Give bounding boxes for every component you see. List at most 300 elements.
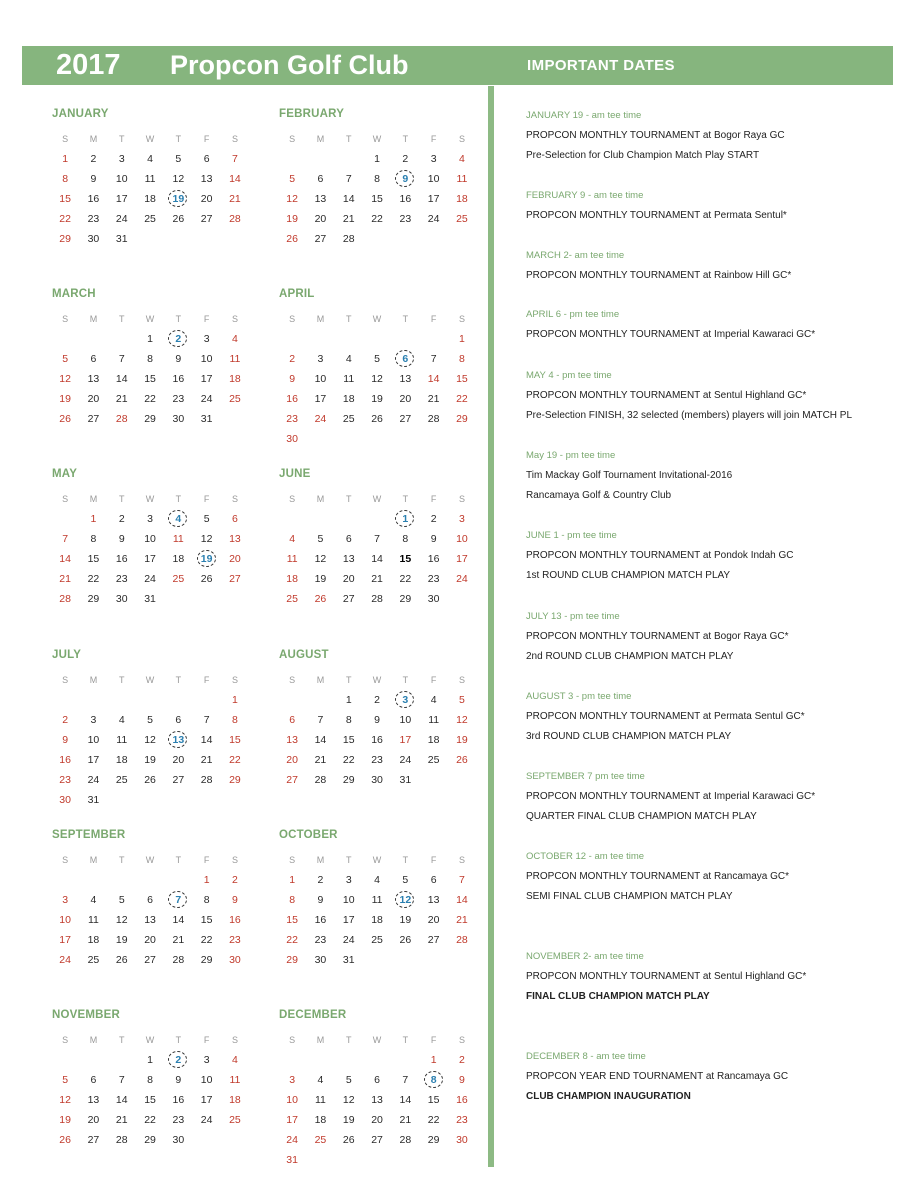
weekday-label: T — [402, 675, 409, 685]
holiday-day-cell: 31 — [286, 1154, 298, 1166]
day-cell: 20 — [371, 1114, 383, 1126]
event-day-cell: 4 — [164, 509, 192, 529]
important-date-entry — [526, 305, 906, 345]
day-cell: 18 — [427, 734, 440, 746]
important-date-entry — [526, 186, 906, 226]
day-cell: 13 — [314, 193, 327, 205]
day-cell: 15 — [200, 914, 213, 926]
weekday-label: T — [345, 675, 352, 685]
day-cell: 20 — [172, 754, 185, 766]
day-cell: 27 — [87, 413, 100, 425]
holiday-day-cell: 18 — [229, 373, 241, 385]
weekday-label: T — [345, 1035, 352, 1045]
holiday-day-cell: 11 — [172, 533, 184, 545]
holiday-day-cell: 15 — [59, 193, 71, 205]
important-date-detail: 2nd ROUND CLUB CHAMPION MATCH PLAY — [526, 651, 734, 662]
holiday-day-cell: 26 — [59, 413, 71, 425]
holiday-day-cell: 10 — [59, 914, 71, 926]
day-cell: 29 — [342, 774, 355, 786]
day-cell: 1 — [345, 694, 352, 706]
day-cell: 9 — [430, 533, 437, 545]
holiday-day-cell: 28 — [59, 593, 71, 605]
day-cell: 23 — [399, 213, 412, 225]
day-cell: 6 — [374, 1074, 380, 1086]
weekday-label: T — [402, 314, 409, 324]
day-cell: 26 — [115, 954, 128, 966]
important-date-entry — [526, 607, 906, 667]
day-cell: 29 — [399, 593, 412, 605]
important-date-heading: FEBRUARY 9 - am tee time — [526, 190, 644, 201]
day-cell: 5 — [203, 513, 210, 525]
holiday-day-cell: 5 — [62, 1074, 69, 1086]
day-cell: 4 — [345, 353, 352, 365]
day-cell: 11 — [343, 373, 355, 385]
holiday-day-cell: 5 — [459, 694, 465, 706]
holiday-day-cell: 15 — [456, 373, 468, 385]
day-cell: 26 — [399, 934, 412, 946]
day-cell: 8 — [203, 894, 210, 906]
holiday-day-cell: 13 — [286, 734, 298, 746]
day-cell: 27 — [144, 954, 156, 966]
day-cell: 5 — [147, 714, 153, 726]
day-cell: 27 — [371, 1134, 383, 1146]
holiday-day-cell: 25 — [229, 393, 241, 405]
holiday-day-cell: 18 — [229, 1094, 241, 1106]
holiday-day-cell: 15 — [229, 734, 241, 746]
holiday-day-cell: 16 — [59, 754, 71, 766]
holiday-day-cell: 11 — [286, 553, 298, 565]
month-name: AUGUST — [279, 649, 329, 661]
weekday-label: W — [372, 134, 382, 144]
month-name: MARCH — [52, 288, 96, 300]
weekday-label: M — [89, 314, 98, 324]
day-cell: 19 — [314, 573, 327, 585]
day-cell: 20 — [314, 213, 327, 225]
day-cell: 27 — [200, 213, 213, 225]
day-cell: 28 — [427, 413, 440, 425]
holiday-day-cell: 22 — [229, 754, 241, 766]
holiday-day-cell: 14 — [427, 373, 440, 385]
day-cell: 12 — [342, 1094, 355, 1106]
holiday-day-cell: 26 — [314, 593, 327, 605]
day-cell: 15 — [87, 553, 100, 565]
day-cell: 19 — [342, 1114, 355, 1126]
weekday-label: T — [345, 494, 352, 504]
weekday-label: W — [145, 494, 155, 504]
month-name: OCTOBER — [279, 829, 338, 841]
event-day-cell: 13 — [164, 730, 192, 750]
day-cell: 30 — [427, 593, 440, 605]
day-cell: 2 — [90, 153, 97, 165]
weekday-label: T — [345, 314, 352, 324]
day-cell: 13 — [399, 373, 412, 385]
important-date-heading: JANUARY 19 - am tee time — [526, 110, 642, 121]
day-cell: 9 — [118, 533, 125, 545]
important-date-detail: PROPCON MONTHLY TOURNAMENT at Rainbow Hill GC* — [526, 270, 792, 281]
day-cell: 18 — [144, 193, 156, 205]
weekday-label: W — [145, 675, 155, 685]
day-cell: 13 — [200, 173, 213, 185]
day-cell: 11 — [371, 894, 383, 906]
event-day-cell: 9 — [391, 169, 419, 189]
holiday-day-cell: 11 — [229, 353, 241, 365]
day-cell: 12 — [314, 553, 327, 565]
important-date-detail: Tim Mackay Golf Tournament Invitational-2016 — [526, 470, 733, 481]
day-cell: 20 — [200, 193, 213, 205]
day-cell: 31 — [342, 954, 355, 966]
weekday-label: F — [430, 314, 437, 324]
month-name: SEPTEMBER — [52, 829, 126, 841]
weekday-label: M — [89, 675, 98, 685]
holiday-day-cell: 16 — [456, 1094, 468, 1106]
weekday-label: T — [118, 314, 125, 324]
weekday-label: S — [289, 494, 296, 504]
event-day-cell: 19 — [193, 549, 221, 569]
event-day-cell: 19 — [164, 189, 192, 209]
day-cell: 25 — [427, 754, 440, 766]
day-cell: 30 — [115, 593, 128, 605]
day-cell: 20 — [87, 1114, 100, 1126]
column-divider — [488, 86, 494, 1167]
day-cell: 28 — [172, 954, 185, 966]
day-cell: 17 — [314, 393, 327, 405]
day-cell: 17 — [427, 193, 440, 205]
weekday-label: S — [62, 855, 69, 865]
day-cell: 9 — [175, 1074, 182, 1086]
holiday-day-cell: 12 — [59, 373, 71, 385]
holiday-day-cell: 19 — [456, 734, 468, 746]
day-cell: 18 — [172, 553, 185, 565]
holiday-day-cell: 9 — [62, 734, 69, 746]
day-cell: 7 — [317, 714, 324, 726]
weekday-label: S — [231, 494, 238, 504]
holiday-day-cell: 1 — [289, 874, 296, 886]
day-cell: 18 — [115, 754, 128, 766]
day-cell: 3 — [147, 513, 153, 525]
holiday-day-cell: 19 — [59, 393, 71, 405]
holiday-day-cell: 4 — [289, 533, 296, 545]
day-cell: 23 — [172, 393, 185, 405]
day-cell: 6 — [147, 894, 153, 906]
important-date-detail: 1st ROUND CLUB CHAMPION MATCH PLAY — [526, 570, 731, 581]
day-cell: 4 — [90, 894, 97, 906]
holiday-day-cell: 17 — [286, 1114, 298, 1126]
weekday-label: M — [316, 494, 325, 504]
weekday-label: T — [402, 855, 409, 865]
holiday-day-cell: 23 — [229, 934, 241, 946]
day-cell: 17 — [342, 914, 355, 926]
holiday-day-cell: 23 — [59, 774, 71, 786]
day-cell: 13 — [427, 894, 440, 906]
day-cell: 13 — [144, 914, 156, 926]
holiday-day-cell: 30 — [229, 954, 241, 966]
holiday-day-cell: 29 — [286, 954, 298, 966]
weekday-label: S — [62, 494, 69, 504]
weekday-label: S — [231, 1035, 238, 1045]
holiday-day-cell: 4 — [459, 153, 465, 165]
day-cell: 29 — [427, 1134, 440, 1146]
day-cell: 26 — [342, 1134, 355, 1146]
important-date-heading: MARCH 2- am tee time — [526, 250, 625, 261]
day-cell: 25 — [342, 413, 355, 425]
day-cell: 19 — [144, 754, 156, 766]
important-date-detail: PROPCON MONTHLY TOURNAMENT at Rancamaya GC* — [526, 871, 790, 882]
holiday-day-cell: 3 — [289, 1074, 296, 1086]
day-cell: 5 — [374, 353, 380, 365]
important-date-entry — [526, 767, 906, 827]
holiday-day-cell: 28 — [115, 413, 128, 425]
day-cell: 10 — [399, 714, 412, 726]
holiday-day-cell: 1 — [430, 1054, 437, 1066]
day-cell: 29 — [200, 954, 213, 966]
day-cell: 17 — [200, 1094, 213, 1106]
weekday-label: T — [175, 134, 182, 144]
day-cell: 23 — [115, 573, 128, 585]
important-date-heading: APRIL 6 - pm tee time — [526, 309, 620, 320]
day-cell: 7 — [345, 173, 352, 185]
day-cell: 3 — [317, 353, 324, 365]
holiday-day-cell: 11 — [456, 173, 468, 185]
holiday-day-cell: 22 — [286, 934, 298, 946]
day-cell: 21 — [399, 1114, 412, 1126]
day-cell: 14 — [371, 553, 383, 565]
weekday-label: M — [89, 494, 98, 504]
day-cell: 10 — [87, 734, 100, 746]
day-cell: 11 — [87, 914, 99, 926]
weekday-label: T — [175, 494, 182, 504]
holiday-day-cell: 4 — [232, 333, 238, 345]
day-cell: 24 — [200, 1114, 213, 1126]
day-cell: 3 — [203, 333, 210, 345]
holiday-day-cell: 29 — [456, 413, 468, 425]
day-cell: 29 — [144, 413, 156, 425]
day-cell: 31 — [399, 774, 412, 786]
holiday-day-cell: 6 — [232, 513, 238, 525]
holiday-day-cell: 8 — [62, 173, 69, 185]
day-cell: 20 — [144, 934, 156, 946]
day-cell: 9 — [317, 894, 324, 906]
important-date-entry — [526, 106, 906, 166]
day-cell: 15 — [427, 1094, 440, 1106]
day-cell: 20 — [399, 393, 412, 405]
holiday-day-cell: 11 — [229, 1074, 241, 1086]
day-cell: 20 — [427, 914, 440, 926]
day-cell: 25 — [87, 954, 100, 966]
weekday-label: S — [231, 314, 238, 324]
holiday-day-cell: 27 — [286, 774, 298, 786]
day-cell: 6 — [203, 153, 210, 165]
holiday-day-cell: 26 — [286, 233, 298, 245]
weekday-label: F — [203, 314, 210, 324]
important-date-entry — [526, 366, 906, 426]
weekday-label: F — [203, 855, 210, 865]
day-cell: 12 — [371, 373, 383, 385]
weekday-label: F — [203, 1035, 210, 1045]
holiday-day-cell: 5 — [289, 173, 296, 185]
day-cell: 24 — [200, 393, 213, 405]
holiday-day-cell: 1 — [232, 694, 238, 706]
weekday-label: M — [89, 1035, 98, 1045]
weekday-label: T — [175, 675, 182, 685]
day-cell: 13 — [342, 553, 355, 565]
day-cell: 3 — [203, 1054, 210, 1066]
day-cell: 18 — [87, 934, 100, 946]
important-date-detail: 3rd ROUND CLUB CHAMPION MATCH PLAY — [526, 731, 732, 742]
day-cell: 27 — [314, 233, 327, 245]
important-date-detail: PROPCON MONTHLY TOURNAMENT at Sentul Highland GC* — [526, 390, 807, 401]
day-cell: 9 — [175, 353, 182, 365]
month-name: JUNE — [279, 468, 311, 480]
holiday-day-cell: 4 — [232, 1054, 238, 1066]
day-cell: 28 — [342, 233, 355, 245]
day-cell: 24 — [144, 573, 156, 585]
weekday-label: S — [62, 1035, 69, 1045]
day-cell: 23 — [87, 213, 100, 225]
calendar-year: 2017 — [56, 49, 121, 81]
holiday-day-cell: 29 — [59, 233, 71, 245]
weekday-label: M — [316, 314, 325, 324]
holiday-day-cell: 20 — [229, 553, 241, 565]
weekday-label: W — [145, 134, 155, 144]
important-date-detail: PROPCON MONTHLY TOURNAMENT at Bogor Raya GC* — [526, 631, 789, 642]
holiday-day-cell: 22 — [456, 393, 468, 405]
important-date-detail: PROPCON YEAR END TOURNAMENT at Rancamaya GC — [526, 1071, 789, 1082]
day-cell: 1 — [147, 333, 153, 345]
day-cell: 5 — [118, 894, 125, 906]
day-cell: 8 — [345, 714, 352, 726]
month-name: DECEMBER — [279, 1009, 347, 1021]
day-cell: 14 — [200, 734, 213, 746]
day-cell: 10 — [144, 533, 156, 545]
day-cell: 22 — [399, 573, 412, 585]
day-cell: 14 — [115, 373, 128, 385]
weekday-label: S — [231, 855, 238, 865]
day-cell: 24 — [342, 934, 355, 946]
weekday-label: W — [372, 494, 382, 504]
day-cell: 10 — [200, 353, 213, 365]
day-cell: 22 — [200, 934, 213, 946]
holiday-day-cell: 19 — [286, 213, 298, 225]
holiday-day-cell: 25 — [456, 213, 468, 225]
month-name: MAY — [52, 468, 78, 480]
important-date-heading: JUNE 1 - pm tee time — [526, 530, 617, 541]
day-cell: 1 — [147, 1054, 153, 1066]
day-cell: 15 — [342, 734, 355, 746]
holiday-day-cell: 30 — [59, 794, 71, 806]
holiday-day-cell: 24 — [59, 954, 71, 966]
day-cell: 5 — [345, 1074, 352, 1086]
day-cell: 15 — [144, 373, 156, 385]
important-date-detail: PROPCON MONTHLY TOURNAMENT at Imperial Kawaraci GC* — [526, 329, 816, 340]
holiday-day-cell: 9 — [459, 1074, 465, 1086]
day-cell: 31 — [144, 593, 156, 605]
holiday-day-cell: 1 — [62, 153, 69, 165]
weekday-label: F — [203, 675, 210, 685]
day-cell: 22 — [342, 754, 355, 766]
day-cell: 7 — [430, 353, 437, 365]
day-cell: 12 — [144, 734, 156, 746]
weekday-label: F — [430, 675, 437, 685]
weekday-label: S — [62, 134, 69, 144]
day-cell: 11 — [428, 714, 440, 726]
day-cell: 25 — [144, 213, 156, 225]
weekday-label: W — [145, 1035, 155, 1045]
holiday-day-cell: 21 — [229, 193, 241, 205]
weekday-label: F — [430, 855, 437, 865]
weekday-label: S — [458, 314, 465, 324]
day-cell: 29 — [87, 593, 100, 605]
weekday-label: T — [402, 1035, 409, 1045]
day-cell: 23 — [427, 573, 440, 585]
weekday-label: S — [458, 1035, 465, 1045]
holiday-day-cell: 30 — [286, 433, 298, 445]
holiday-day-cell: 25 — [314, 1134, 327, 1146]
day-cell: 4 — [374, 874, 380, 886]
day-cell: 18 — [371, 914, 383, 926]
holiday-day-cell: 17 — [456, 553, 468, 565]
weekday-label: S — [458, 494, 465, 504]
event-day-cell: 1 — [391, 509, 419, 529]
day-cell: 5 — [317, 533, 324, 545]
day-cell: 26 — [172, 213, 185, 225]
day-cell: 4 — [317, 1074, 324, 1086]
holiday-day-cell: 25 — [286, 593, 298, 605]
day-cell: 16 — [399, 193, 412, 205]
holiday-day-cell: 18 — [456, 193, 468, 205]
holiday-day-cell: 6 — [289, 714, 296, 726]
day-cell: 12 — [115, 914, 128, 926]
weekday-label: W — [145, 314, 155, 324]
holiday-day-cell: 28 — [229, 213, 241, 225]
holiday-day-cell: 25 — [229, 1114, 241, 1126]
month-name: APRIL — [279, 288, 315, 300]
holiday-day-cell: 10 — [286, 1094, 298, 1106]
day-cell: 16 — [115, 553, 128, 565]
day-cell: 28 — [200, 774, 213, 786]
weekday-label: S — [289, 314, 296, 324]
important-date-heading: NOVEMBER 2- am tee time — [526, 951, 644, 962]
weekday-label: S — [231, 134, 238, 144]
day-cell: 26 — [200, 573, 213, 585]
important-date-detail: SEMI FINAL CLUB CHAMPION MATCH PLAY — [526, 891, 733, 902]
holiday-day-cell: 23 — [456, 1114, 468, 1126]
day-cell: 28 — [115, 1134, 128, 1146]
important-date-heading: MAY 4 - pm tee time — [526, 370, 612, 381]
weekday-label: S — [62, 314, 69, 324]
holiday-day-cell: 21 — [456, 914, 468, 926]
holiday-day-cell: 12 — [59, 1094, 71, 1106]
day-cell: 19 — [399, 914, 412, 926]
day-cell: 22 — [144, 1114, 156, 1126]
important-date-detail: Pre-Selection for Club Champion Match Play START — [526, 150, 760, 161]
day-cell: 10 — [115, 173, 128, 185]
day-cell: 7 — [203, 714, 210, 726]
important-date-heading: DECEMBER 8 - am tee time — [526, 1051, 646, 1062]
day-cell: 16 — [371, 734, 383, 746]
day-cell: 21 — [342, 213, 355, 225]
day-cell: 19 — [371, 393, 383, 405]
holiday-day-cell: 25 — [172, 573, 185, 585]
holiday-day-cell: 9 — [289, 373, 296, 385]
holiday-day-cell: 2 — [289, 353, 296, 365]
day-cell: 6 — [90, 1074, 97, 1086]
day-cell: 16 — [427, 553, 440, 565]
day-cell: 2 — [402, 153, 409, 165]
day-cell: 28 — [371, 593, 383, 605]
day-cell: 27 — [172, 774, 185, 786]
weekday-label: T — [175, 1035, 182, 1045]
day-cell: 30 — [87, 233, 100, 245]
